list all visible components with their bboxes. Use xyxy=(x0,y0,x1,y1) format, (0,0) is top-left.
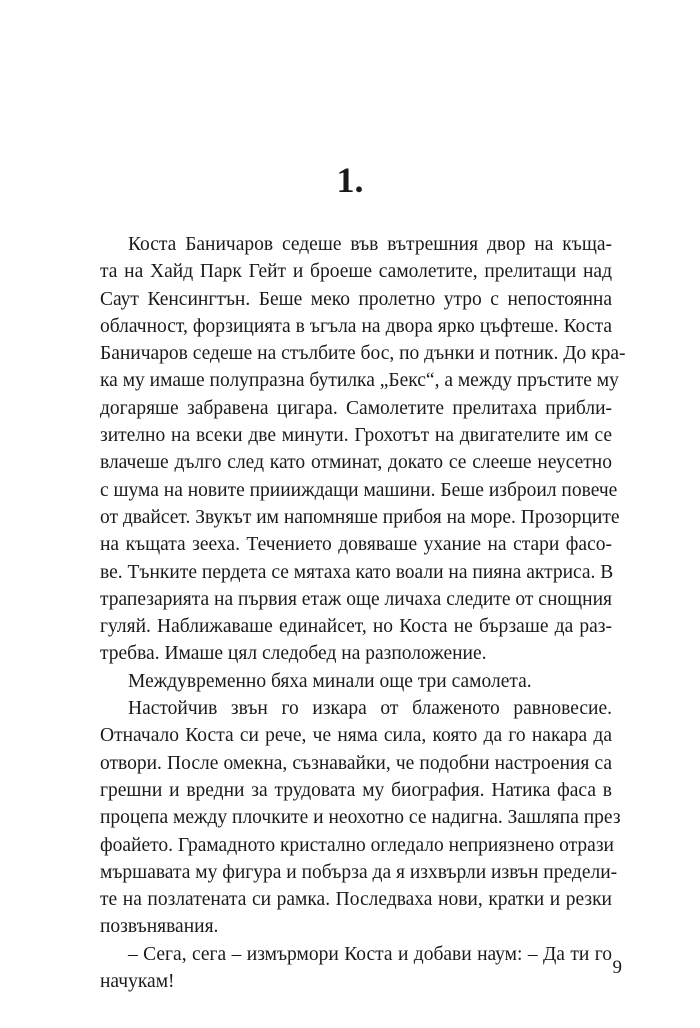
text-line: с шума на новите приииждащи машини. Беше изброил повече xyxy=(100,479,618,501)
text-line: Саут Кенсингтън. Беше меко пролетно утро с непостоянна xyxy=(100,288,612,310)
body-text xyxy=(100,231,626,995)
text-line: процепа между плочките и неохотно се надигна. Зашляпа през xyxy=(100,807,621,829)
text-line: ка му имаше полупразна бутилка „Бекс“, а между пръстите му xyxy=(100,370,619,392)
text-line: от двайсет. Звукът им напомняше прибоя на море. Прозорците xyxy=(100,506,620,528)
text-line: требва. Имаше цял следобед на разположение. xyxy=(100,643,487,665)
chapter-heading: 1. xyxy=(336,160,364,200)
text-line: позвънявания. xyxy=(100,916,219,938)
text-line: ве. Тънките пердета се мятаха като воали на пияна актриса. В xyxy=(100,561,614,583)
text-line: та на Хайд Парк Гейт и броеше самолетите, прелитащи над xyxy=(100,261,612,283)
text-line: влачеше дълго след като отминат, докато се слееше неусетно xyxy=(100,452,612,474)
text-line: отвори. После омекна, съзнавайки, че подобни настроения са xyxy=(100,752,612,774)
text-line: облачност, форзицията в ъгъла на двора ярко цъфтеше. Коста xyxy=(100,315,612,337)
text-line: Отначало Коста си рече, че няма сила, която да го накара да xyxy=(100,725,612,747)
text-line: зително на всеки две минути. Грохотът на двигателите им се xyxy=(100,425,612,447)
text-line: – Сега, сега – измърмори Коста и добави наум: – Да ти го xyxy=(128,943,612,965)
text-line: Настойчив звън го изкара от блаженото равновесие. xyxy=(128,698,612,720)
text-line: грешни и вредни за трудовата му биография. Натика фаса в xyxy=(100,779,612,801)
text-line: Баничаров седеше на стълбите бос, по дънки и потник. До кра- xyxy=(100,343,626,365)
text-line: Междувременно бяха минали още три самолета. xyxy=(128,670,532,692)
text-line: трапезарията на първия етаж още личаха следите от снощния xyxy=(100,588,612,610)
text-line: фоайето. Грамадното кристално огледало неприязнено отрази xyxy=(100,834,614,856)
text-line: мършавата му фигура и побърза да я изхвърли извън предели- xyxy=(100,861,618,883)
page-number: 9 xyxy=(612,957,622,978)
text-line: начукам! xyxy=(100,971,175,993)
text-line: догаряше забравена цигара. Самолетите прелитаха прибли- xyxy=(100,397,612,419)
text-line: те на позлатената си рамка. Последваха нови, кратки и резки xyxy=(100,889,612,911)
text-line: на къщата зееха. Течението довяваше ухание на стари фасо- xyxy=(100,534,612,556)
text-line: гуляй. Наближаваше единайсет, но Коста не бързаше да раз- xyxy=(100,616,612,638)
text-line: Коста Баничаров седеше във вътрешния двор на къща- xyxy=(128,234,612,255)
